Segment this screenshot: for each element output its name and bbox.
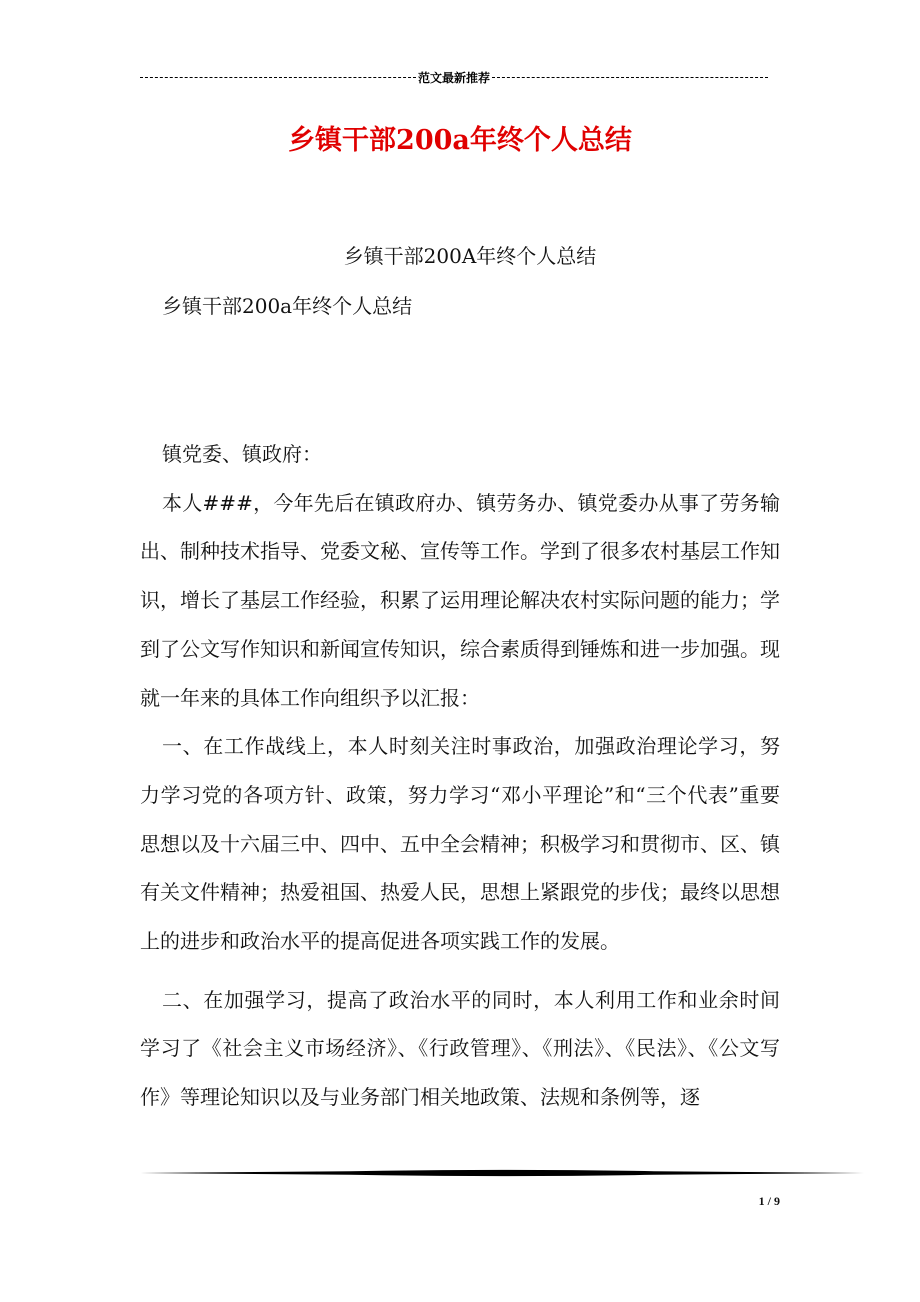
header-dash-left (140, 77, 416, 78)
page-number: 1 / 9 (758, 1194, 780, 1208)
salutation: 镇党委、镇政府： (162, 442, 322, 466)
header-dash-right (492, 77, 768, 78)
document-body (140, 430, 780, 1122)
paragraph-intro: 本人###，今年先后在镇政府办、镇劳务办、镇党委办从事了劳务输出、制种技术指导、党委文秘、宣传等工作。学到了很多农村基层工作知识，增长了基层工作经验，积累了运用理论解决农村实际问题的能力；学到了公文写作知识和新闻宣传知识，综合素质得到锤炼和进一步加强。现就一年来的具体工作向组织予以汇报： (140, 490, 780, 710)
footer-rule (140, 1168, 864, 1178)
document-subtitle-center: 乡镇干部200A年终个人总结 (343, 244, 597, 268)
paragraph-one: 一、在工作战线上，本人时刻关注时事政治，加强政治理论学习，努力学习党的各项方针、政策，努力学习“邓小平理论”和“三个代表”重要思想以及十六届三中、四中、五中全会精神；积极学习和贯彻市、区、镇有关文件精神；热爱祖国、热爱人民，思想上紧跟党的步伐；最终以思想上的进步和政治水平的提高促进各项实践工作的发展。 (140, 734, 780, 954)
paragraph-two: 二、在加强学习，提高了政治水平的同时，本人利用工作和业余时间学习了《社会主义市场经济》、《行政管理》、《刑法》、《民法》、《公文写作》等理论知识以及与业务部门相关地政策、法规和条例等，逐 (140, 987, 780, 1110)
document-title: 乡镇干部200a年终个人总结 (288, 125, 632, 156)
page-header (140, 68, 768, 86)
document-subtitle-left: 乡镇干部200a年终个人总结 (162, 294, 413, 318)
header-label: 范文最新推荐 (418, 70, 491, 85)
